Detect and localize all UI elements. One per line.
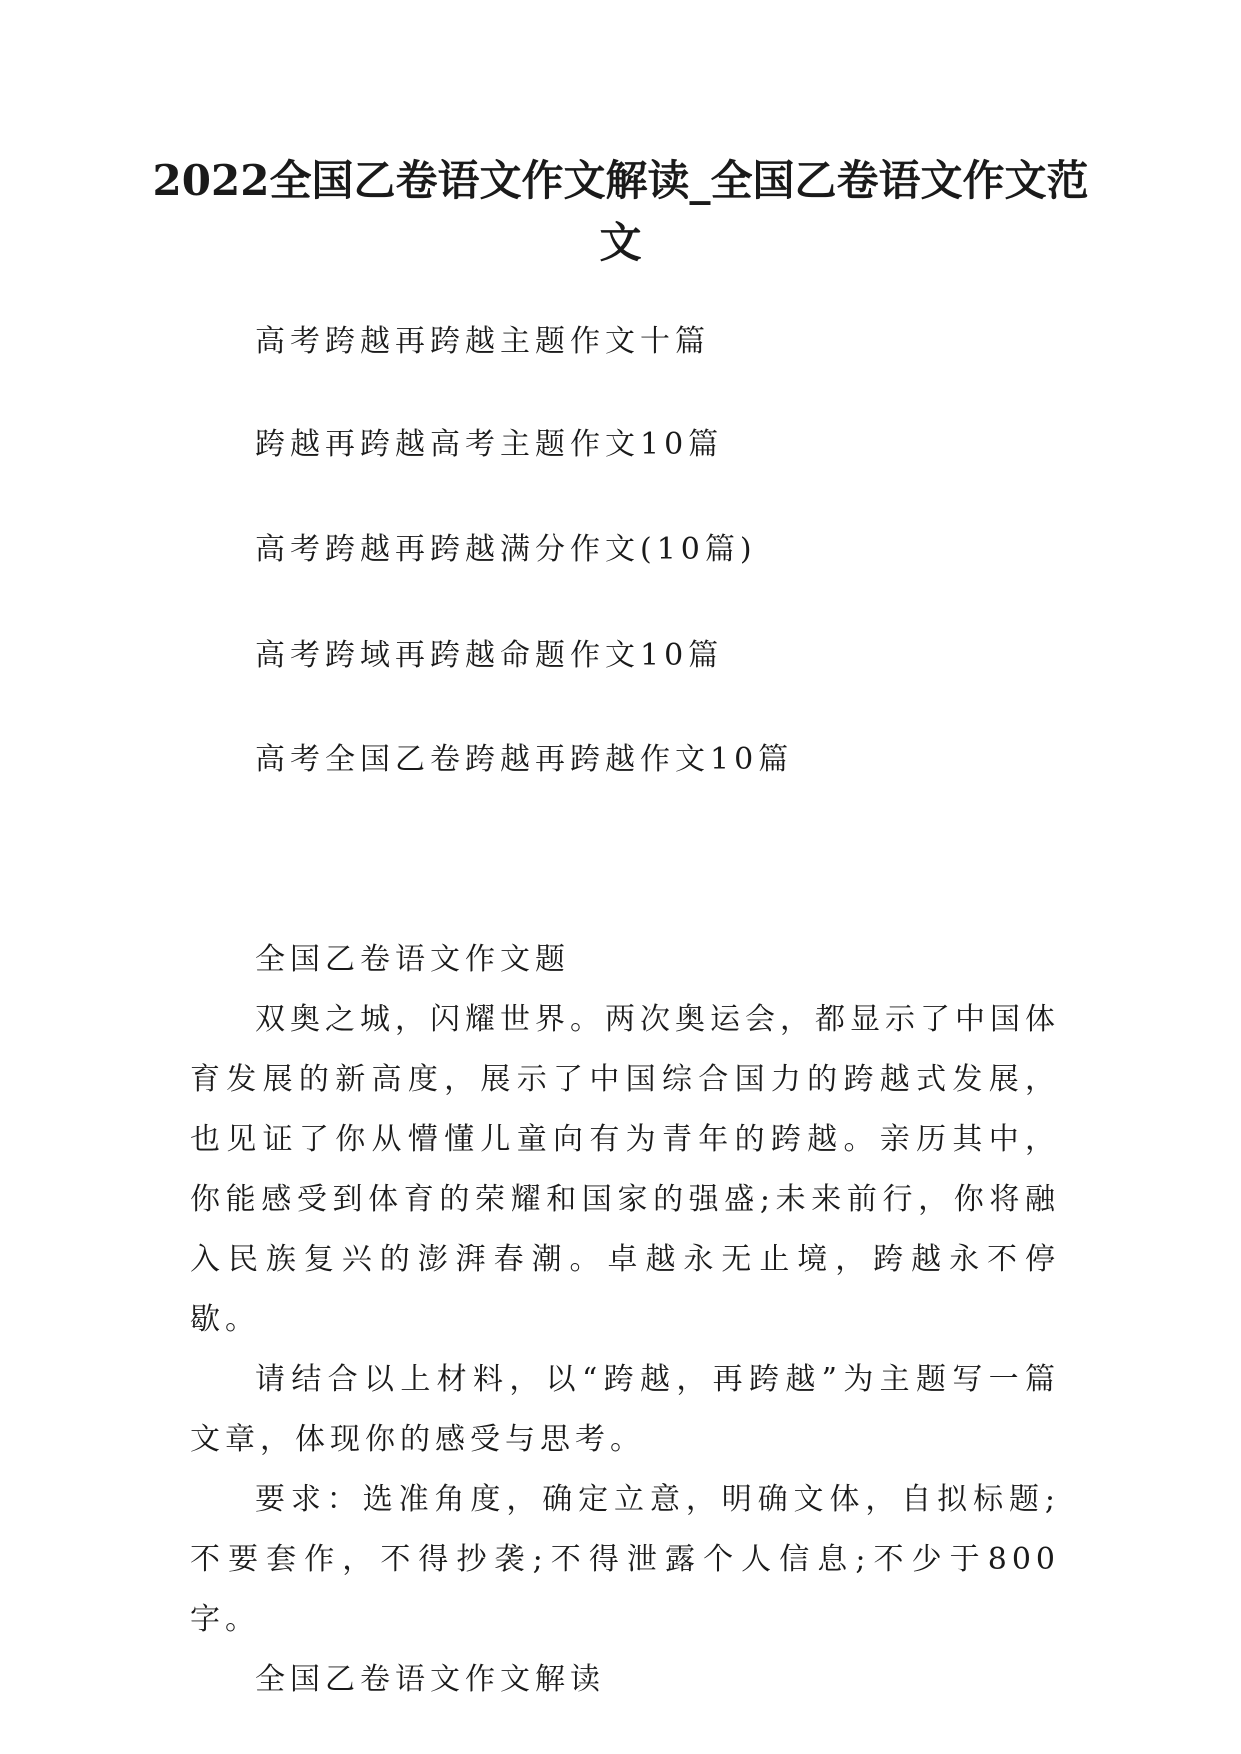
list-item: 跨越再跨越高考主题作文10篇 bbox=[255, 427, 724, 462]
paragraph: 双奥之城，闪耀世界。两次奥运会，都显示了中国体育发展的新高度，展示了中国综合国力的跨越式发展，也见证了你从懵懂儿童向有为青年的跨越。亲历其中，你能感受到体育的荣耀和国家的强盛;未来前行，你将融入民族复兴的澎湃春潮。卓越永无止境，跨越永不停歇。 bbox=[190, 1002, 1060, 1337]
paragraph: 要求：选准角度，确定立意，明确文体，自拟标题;不要套作，不得抄袭;不得泄露个人信息;不少于800字。 bbox=[190, 1482, 1060, 1637]
list-item: 高考全国乙卷跨越再跨越作文10篇 bbox=[255, 742, 794, 777]
section-heading: 全国乙卷语文作文题 bbox=[255, 942, 570, 977]
list-item: 高考跨越再跨越主题作文十篇 bbox=[255, 324, 710, 359]
list-item: 高考跨越再跨越满分作文(10篇) bbox=[255, 532, 757, 567]
document-body bbox=[190, 930, 1060, 1710]
list-item: 高考跨域再跨越命题作文10篇 bbox=[255, 638, 724, 673]
document-title: 2022全国乙卷语文作文解读_全国乙卷语文作文范文 bbox=[152, 156, 1089, 267]
section-heading: 全国乙卷语文作文解读 bbox=[255, 1662, 605, 1697]
paragraph: 请结合以上材料，以“跨越，再跨越”为主题写一篇文章，体现你的感受与思考。 bbox=[190, 1362, 1060, 1457]
